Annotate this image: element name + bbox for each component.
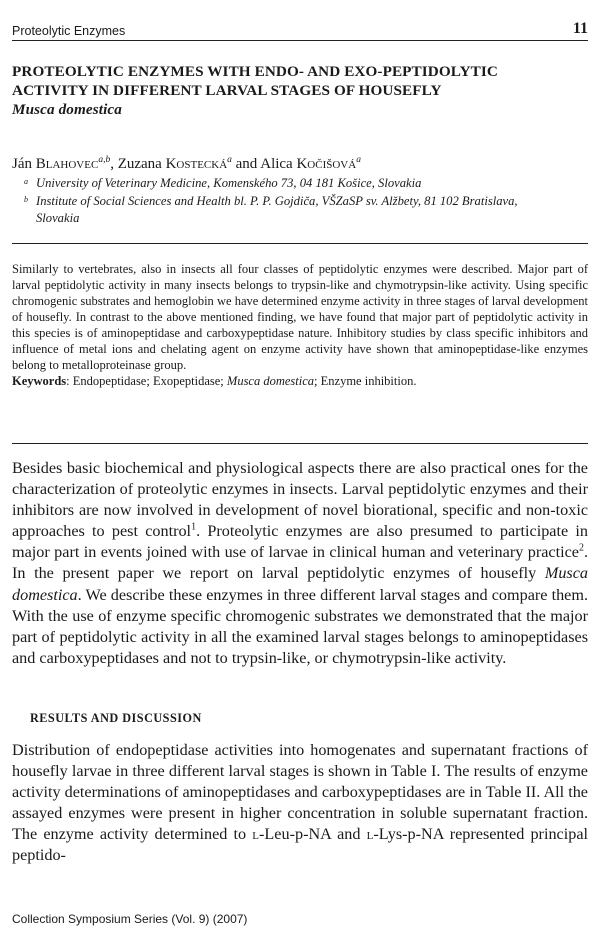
article-title <box>12 62 588 119</box>
keywords: Keywords: Endopeptidase; Exopeptidase; Musca domestica; Enzyme inhibition. <box>12 374 417 388</box>
title-species: Musca domestica <box>12 101 122 118</box>
author-3: Alica Kočišová$^a$ <box>260 155 361 172</box>
running-head-title: Proteolytic Enzymes <box>12 24 126 38</box>
section-heading: RESULTS AND DISCUSSION <box>30 711 202 725</box>
footer: Collection Symposium Series (Vol. 9) (2007) <box>12 912 248 926</box>
running-head <box>12 16 588 38</box>
intro-paragraph: Besides basic biochemical and physiological aspects there are also practical ones for the characterization of proteolytic enzymes in insects. Larval peptidolytic enzymes and their inhibitors are now involved in development of novel biorational, specific and non-toxic approaches to pest control$^1$. Proteolytic enzymes are also presumed to participate in major part in events joined with use of larvae in clinical human and veterinary practice$^2$. In the present paper we report on larval peptidolytic enzymes of housefly Musca domestica. We describe these enzymes in three different larval stages and compare them. With the use of enzyme specific chromogenic substrates we demonstrated that the major part of peptidolytic activity in all the examined larval stages belongs to aminopeptidases and carboxypeptidases and not to trypsin-like, or chymotrypsin-like activity. <box>12 459 588 667</box>
author-1: Ján Blahovec$^{a,b}$ <box>12 155 111 172</box>
title-line-1: PROTEOLYTIC ENZYMES WITH ENDO- AND EXO-PEPTIDOLYTIC <box>12 63 498 80</box>
author-list: Ján Blahovec$^{a,b}$, Zuzana Kostecká$^a$ and Alica Kočišová$^a$ <box>12 155 361 172</box>
abstract <box>12 261 588 389</box>
results-paragraph: Distribution of endopeptidase activities into homogenates and supernatant fractions of housefly larvae in three different larval stages is shown in Table I. The results of enzyme activity determinations of aminopeptidases and carboxypeptidases are in Table II. All the assayed enzymes were present in higher concentration in soluble supernatant fraction. The enzyme activity determined to l-Leu-p-NA and l-Lys-p-NA represented principal peptido- <box>12 741 588 865</box>
abstract-text: Similarly to vertebrates, also in insects all four classes of peptidolytic enzymes were described. Major part of larval peptidolytic activity in many insects belongs to trypsin-like and chymotrypsin-like activity. Using specific chromogenic substrates and hemoglobin we have determined enzyme activity in three stages of larval development of housefly. In contrast to the above mentioned finding, we have found that major part of peptidolytic activity in this species is of aminopeptidase and carboxypeptidase nature. Inhibitory studies by class specific inhibitors and influence of metal ions and chelating agent on enzyme activity have shown that aminopeptidase-like enzymes belong to metalloproteinase group. <box>12 262 588 372</box>
abstract-top-rule <box>12 243 588 244</box>
title-line-2: ACTIVITY IN DIFFERENT LARVAL STAGES OF HOUSEFLY <box>12 82 442 99</box>
affiliation-b: b Institute of Social Sciences and Health bl. P. P. Gojdiča, VŠZaSP sv. Alžbety, 81 102 Bratislava, Slovakia <box>24 193 518 225</box>
page-number: 11 <box>572 20 588 37</box>
affiliations <box>24 175 540 228</box>
abstract-bottom-rule <box>12 443 588 444</box>
header-rule <box>12 40 588 41</box>
affiliation-a: a University of Veterinary Medicine, Komenského 73, 04 181 Košice, Slovakia <box>24 176 422 190</box>
author-2: Zuzana Kostecká$^a$ <box>117 155 232 172</box>
